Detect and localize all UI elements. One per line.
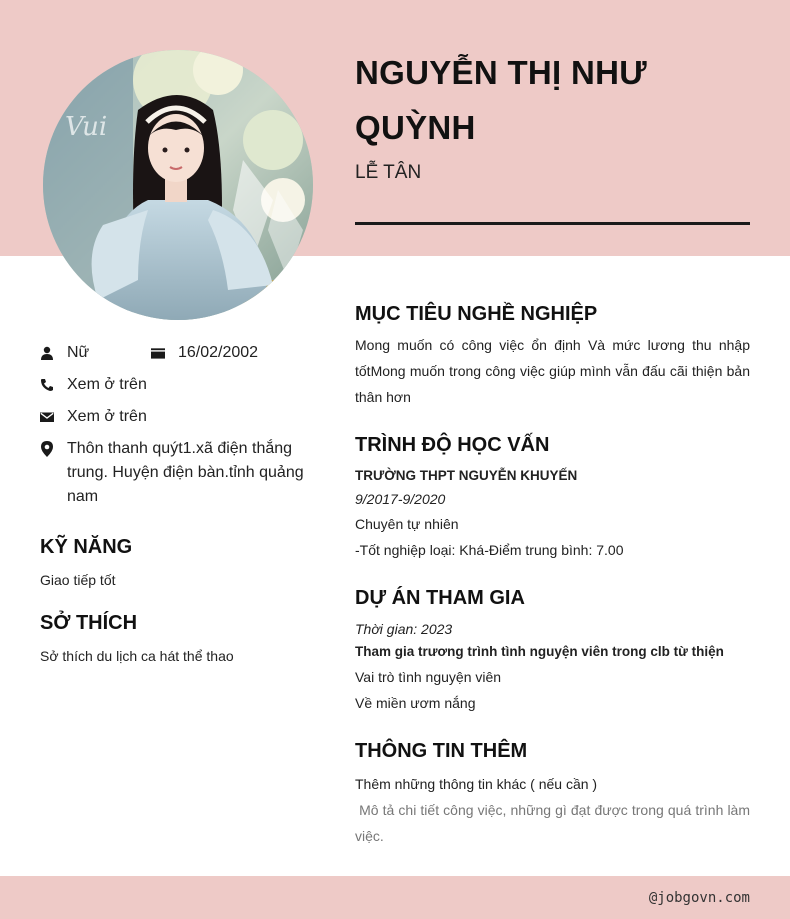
email-row bbox=[40, 405, 147, 429]
extra-line1: Thêm những thông tin khác ( nếu cần ) bbox=[355, 776, 598, 792]
address-row bbox=[40, 437, 310, 509]
address-value: Thôn thanh quýt1.xã điện thắng trung. Huyện điện bàn.tỉnh quảng nam bbox=[67, 440, 304, 505]
gender-value: Nữ bbox=[67, 344, 90, 361]
candidate-name: NGUYỄN THỊ NHƯ QUỲNH bbox=[355, 54, 647, 146]
calendar-icon bbox=[150, 341, 165, 365]
header-divider bbox=[355, 222, 750, 225]
phone-row bbox=[40, 373, 147, 397]
phone-value: Xem ở trên bbox=[67, 376, 147, 393]
profile-photo-illustration bbox=[43, 50, 313, 320]
education-major: Chuyên tự nhiên bbox=[355, 516, 459, 532]
profile-photo bbox=[43, 50, 313, 320]
education-heading: TRÌNH ĐỘ HỌC VẤN bbox=[355, 434, 550, 456]
extra-heading: THÔNG TIN THÊM bbox=[355, 740, 528, 762]
birthdate-value: 16/02/2002 bbox=[178, 344, 259, 361]
objective-text: Mong muốn có công việc ổn định Và mức lương thu nhập tốtMong muốn trong công việc giúp mình vẫn đấu cãi thiện bản thân hơn bbox=[355, 337, 750, 405]
objective-heading: MỤC TIÊU NGHỀ NGHIỆP bbox=[355, 303, 598, 325]
mail-icon bbox=[40, 405, 54, 429]
skills-text: Giao tiếp tốt bbox=[40, 572, 116, 588]
svg-text:Vui: Vui bbox=[65, 112, 108, 142]
skills-heading: KỸ NĂNG bbox=[40, 536, 133, 558]
hobbies-heading: SỞ THÍCH bbox=[40, 612, 138, 634]
email-value: Xem ở trên bbox=[67, 408, 147, 425]
education-period: 9/2017-9/2020 bbox=[355, 491, 446, 507]
phone-icon bbox=[40, 373, 54, 397]
candidate-role: LỄ TÂN bbox=[355, 162, 422, 183]
hobbies-text: Sở thích du lịch ca hát thể thao bbox=[40, 648, 234, 664]
education-school: TRƯỜNG THPT NGUYỄN KHUYẾN bbox=[355, 468, 578, 483]
projects-detail: Về miền ươm nắng bbox=[355, 695, 476, 711]
projects-time: Thời gian: 2023 bbox=[355, 621, 453, 637]
gender-row bbox=[40, 341, 89, 365]
projects-title: Tham gia trương trình tình nguyện viên trong clb từ thiện bbox=[355, 644, 724, 659]
location-pin-icon bbox=[40, 437, 54, 461]
projects-role: Vai trò tình nguyện viên bbox=[355, 669, 502, 685]
footer-brand: @jobgovn.com bbox=[648, 890, 750, 906]
education-result: -Tốt nghiệp loại: Khá-Điểm trung bình: 7.00 bbox=[355, 542, 624, 558]
projects-heading: DỰ ÁN THAM GIA bbox=[355, 587, 525, 609]
user-icon bbox=[40, 341, 54, 365]
extra-line2: Mô tả chi tiết công việc, những gì đạt được trong quá trình làm việc. bbox=[355, 802, 754, 844]
birthdate-row bbox=[150, 341, 258, 365]
